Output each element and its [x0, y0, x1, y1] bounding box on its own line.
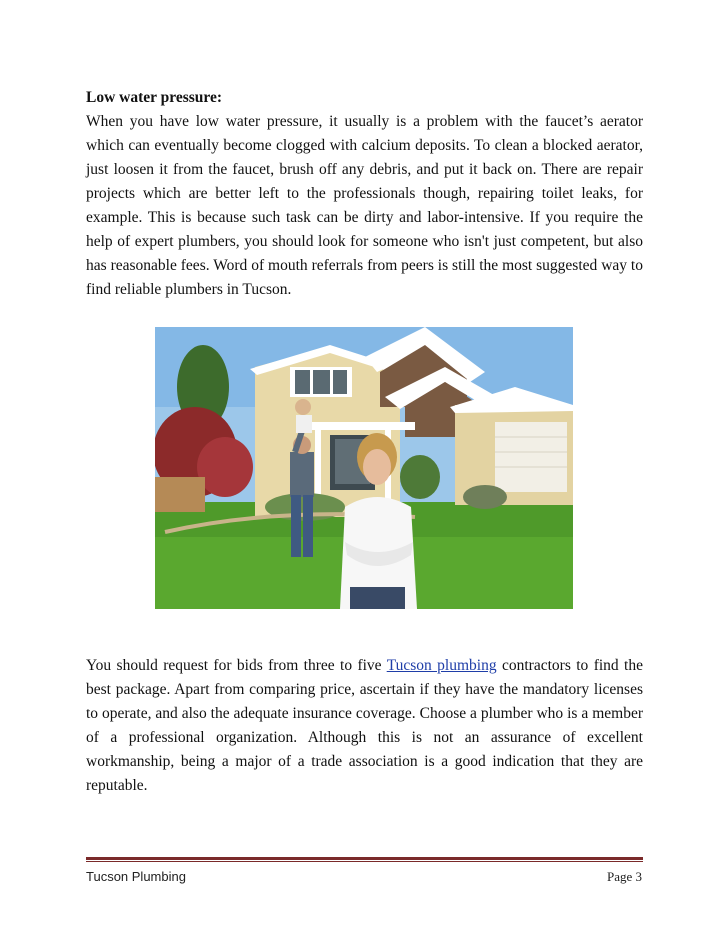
tucson-plumbing-link[interactable]: Tucson plumbing — [386, 657, 497, 674]
section-low-water-pressure — [86, 86, 643, 302]
house-family-photo — [155, 327, 573, 609]
footer-divider-thick — [86, 857, 643, 860]
photo-illustration — [155, 327, 573, 609]
footer-title: Tucson Plumbing — [86, 869, 186, 884]
footer-divider-thin — [86, 861, 643, 862]
paragraph-bids — [86, 654, 643, 798]
paragraph-text-end: contractors to find the best package. Apart from comparing price, ascertain if they have the mandatory licenses to operate, and also the adequate insurance coverage. Choose a plumber who is a member of a professional organization. Although this is not an assurance of excellent workmanship, being a major of a trade association is a good indication that they are reputable. — [86, 657, 643, 794]
section-heading: Low water pressure: — [86, 89, 223, 106]
paragraph-text-start: You should request for bids from three to five — [86, 657, 387, 674]
page-number: Page 3 — [606, 869, 642, 884]
section-paragraph: When you have low water pressure, it usually is a problem with the faucet’s aerator which can eventually become clogged with calcium deposits. To clean a blocked aerator, just loosen it from the faucet, brush off any debris, and put it back on. There are repair projects which are better left to the professionals though, repairing toilet leaks, for example. This is because such task can be dirty and labor-intensive. If you require the help of expert plumbers, you should look for someone who isn't just competent, but also has reasonable fees. Word of mouth referrals from peers is still the most suggested way to find reliable plumbers in Tucson. — [86, 113, 643, 298]
